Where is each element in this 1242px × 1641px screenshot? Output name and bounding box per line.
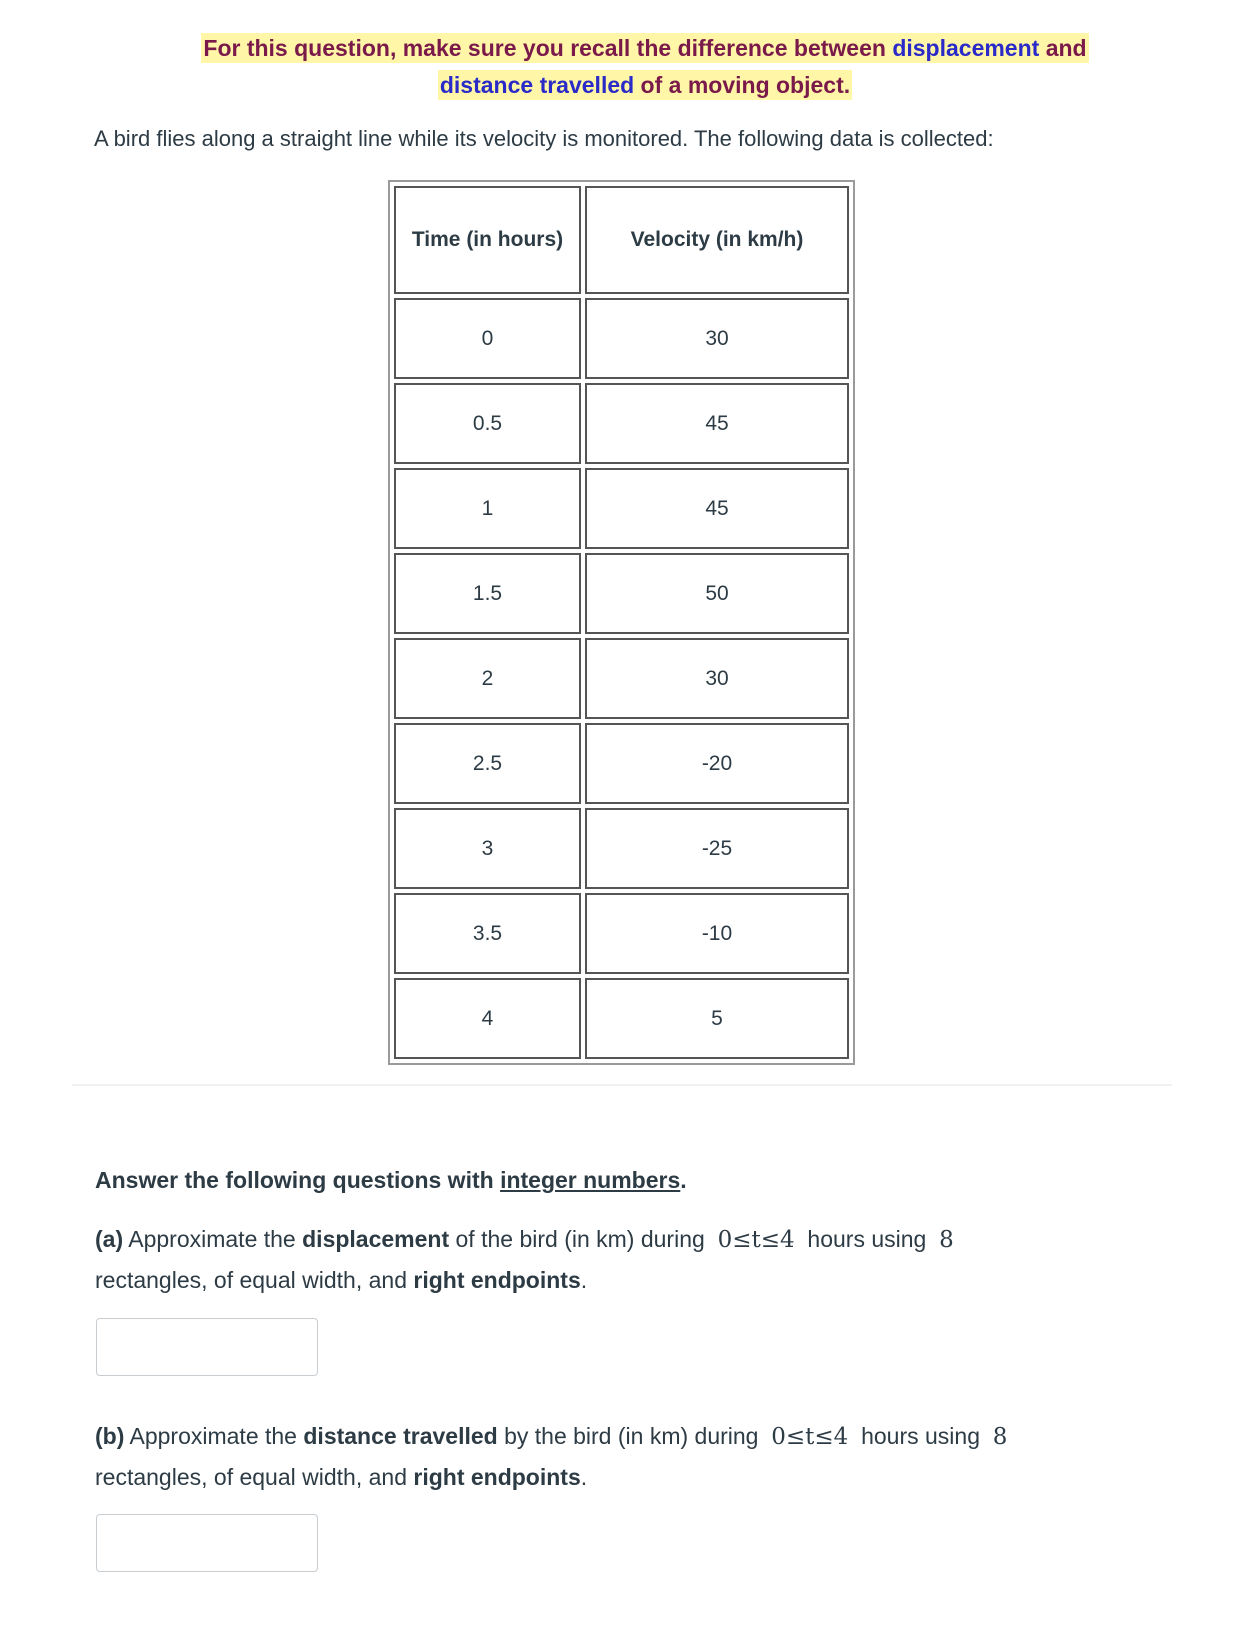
question-a: (a) Approximate the displacement of the bird (in km) during 0≤t≤4 hours using 8 rectangles, of equal width, and right endpoints.: [95, 1226, 954, 1293]
velocity-cell: -10: [585, 893, 849, 974]
table-row: [394, 638, 849, 719]
velocity-cell: -20: [585, 723, 849, 804]
time-interval-math: 0≤t≤4: [717, 1227, 795, 1253]
table-row: [394, 298, 849, 379]
question-b: (b) Approximate the distance travelled by the bird (in km) during 0≤t≤4 hours using 8 rectangles, of equal width, and right endpoints.: [95, 1423, 1008, 1490]
rectangle-count: 8: [992, 1424, 1008, 1450]
velocity-cell: 45: [585, 383, 849, 464]
rectangle-count: 8: [939, 1227, 954, 1253]
distance-highlight: distance travelled: [439, 72, 635, 98]
table-row: [394, 468, 849, 549]
notice-line-1: For this question, make sure you recall the difference between displacement and: [203, 35, 1087, 61]
time-cell: 0.5: [394, 383, 581, 464]
time-cell: 3.5: [394, 893, 581, 974]
section-divider: [72, 1084, 1172, 1086]
time-cell: 4: [394, 978, 581, 1059]
displacement-highlight: displacement: [892, 35, 1040, 61]
table-header-row: [394, 186, 849, 294]
answer-b-input[interactable]: [96, 1514, 318, 1572]
time-header: Time (in hours): [394, 186, 581, 294]
velocity-cell: 5: [585, 978, 849, 1059]
time-cell: 2.5: [394, 723, 581, 804]
time-cell: 2: [394, 638, 581, 719]
velocity-header: Velocity (in km/h): [585, 186, 849, 294]
instructions: Answer the following questions with integer numbers.: [95, 1167, 687, 1193]
velocity-cell: 30: [585, 638, 849, 719]
table-row: [394, 978, 849, 1059]
table-row: [394, 808, 849, 889]
notice-line-2: distance travelled of a moving object.: [439, 72, 851, 98]
table-row: [394, 723, 849, 804]
velocity-cell: -25: [585, 808, 849, 889]
velocity-cell: 30: [585, 298, 849, 379]
table-row: [394, 553, 849, 634]
velocity-table: [388, 180, 855, 1065]
notice-banner: [0, 30, 1242, 104]
time-interval-math: 0≤t≤4: [771, 1424, 849, 1450]
time-cell: 3: [394, 808, 581, 889]
table-row: [394, 383, 849, 464]
table-row: [394, 893, 849, 974]
integer-numbers-link[interactable]: integer numbers: [500, 1167, 681, 1193]
time-cell: 1.5: [394, 553, 581, 634]
answer-a-input[interactable]: [96, 1318, 318, 1376]
velocity-cell: 50: [585, 553, 849, 634]
intro-text: A bird flies along a straight line while its velocity is monitored. The following data is collected:: [94, 126, 994, 151]
velocity-cell: 45: [585, 468, 849, 549]
time-cell: 1: [394, 468, 581, 549]
time-cell: 0: [394, 298, 581, 379]
